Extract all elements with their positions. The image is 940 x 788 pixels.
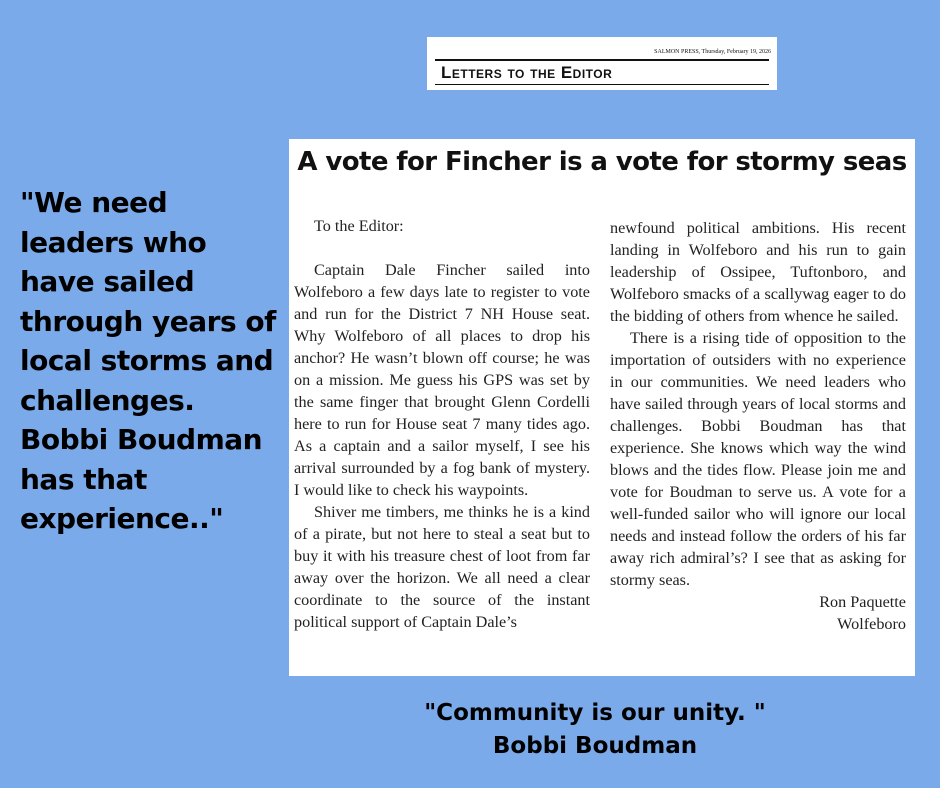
masthead-rule: [435, 59, 769, 61]
bottom-quote-text: "Community is our unity. ": [424, 700, 766, 726]
section-title: Letters to the Editor: [441, 63, 613, 82]
bottom-quote-attribution: Bobbi Boudman: [492, 733, 698, 759]
bottom-quote: [360, 697, 830, 763]
newspaper-masthead: [427, 37, 777, 90]
masthead-rule-bottom: [435, 84, 769, 85]
letter-paragraph-2: Shiver me timbers, me thinks he is a kind of a pirate, but not here to steal a seat but to buy it with his treasure chest of loot from far away over the horizon. We all need a clear coordinate to the source of the instant political support of Captain Dale’s: [294, 503, 590, 631]
pull-quote: "We need leaders who have sailed through years of local storms and challenges. Bobbi Boudman has that experience..": [20, 186, 276, 535]
letter-column-right: [610, 217, 906, 635]
letter-paragraph-1: Captain Dale Fincher sailed into Wolfeboro a few days late to register to vote and run for the District 7 NH House seat. Why Wolfeboro of all places to drop his anchor? He wasn’t blown off course; he was on a mission. Me guess his GPS was set by the same finger that brought Glenn Cordelli here to run for House seat 7 many tides ago. As a captain and a sailor myself, I see his arrival surrounded by a fog bank of mystery. I would like to check his waypoints.: [294, 261, 590, 499]
letter-paragraph-3: There is a rising tide of opposition to the importation of outsiders with no experience in our communities. We need leaders who have sailed through years of local storms and challenges. Bobbi Boudman has that experience. She knows which way the wind blows and the tides flow. Please join me and vote for Boudman to serve us. A vote for a well-funded sailor who will ignore our local needs and instead follow the orders of his far away rich admiral’s? I see that as asking for stormy seas.: [610, 329, 906, 589]
signature-name: Ron Paquette: [819, 593, 906, 611]
letter-salutation: To the Editor:: [314, 217, 404, 235]
letter-headline: A vote for Fincher is a vote for stormy seas: [297, 147, 907, 177]
signature-town: Wolfeboro: [837, 615, 906, 633]
letter-clipping: [289, 139, 915, 676]
letter-paragraph-2-continued: newfound political ambitions. His recent landing in Wolfeboro and his run to gain leadership of Ossipee, Tuftonboro, and Wolfeboro smacks of a scallywag eager to do the bidding of others from whence he sailed.: [610, 219, 906, 325]
letter-column-left: [294, 215, 590, 633]
publication-dateline: SALMON PRESS, Thursday, February 19, 2026: [654, 49, 771, 55]
